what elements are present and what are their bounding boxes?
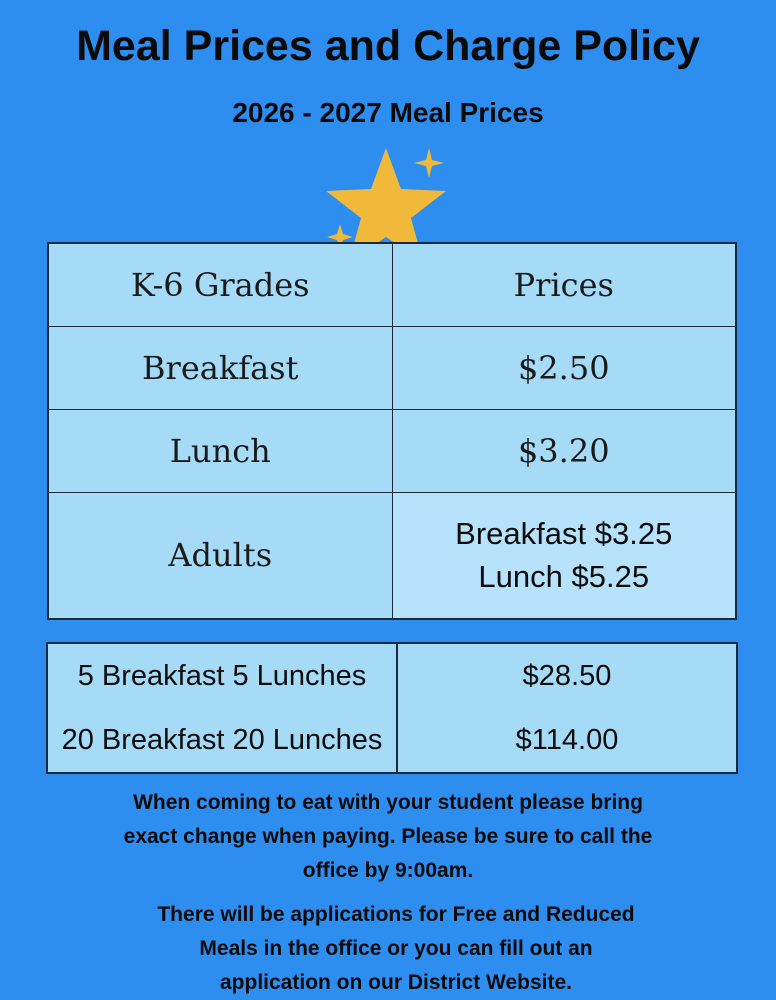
table-row <box>48 409 736 492</box>
sparkle-top-shape <box>414 148 444 178</box>
bundle-row <box>47 643 737 708</box>
visit-note <box>0 786 776 888</box>
table-row <box>48 326 736 409</box>
header-prices: Prices <box>392 243 736 326</box>
adults-prices <box>392 492 736 619</box>
note-line: application on our District Website. <box>220 971 572 994</box>
row-price: $3.20 <box>392 409 736 492</box>
price-table <box>47 242 737 620</box>
table-row-adults <box>48 492 736 619</box>
note-line: There will be applications for Free and Reduced <box>157 903 635 926</box>
note-line: office by 9:00am. <box>302 859 474 882</box>
row-item: Lunch <box>48 409 392 492</box>
row-item: Breakfast <box>48 326 392 409</box>
bundle-table <box>46 642 738 774</box>
table-header-row <box>48 243 736 326</box>
bundle-row <box>47 708 737 773</box>
bundle-price: $28.50 <box>522 659 612 692</box>
page-subtitle: 2026 - 2027 Meal Prices <box>232 97 544 128</box>
header-grades: K-6 Grades <box>48 243 392 326</box>
applications-note <box>8 898 776 1000</box>
adults-breakfast-price: Breakfast $3.25 <box>455 516 673 552</box>
adults-lunch-price: Lunch $5.25 <box>478 559 650 595</box>
note-line: exact change when paying. Please be sure to call the <box>123 825 653 848</box>
adults-label: Adults <box>48 492 392 619</box>
bundle-item: 20 Breakfast 20 Lunches <box>47 708 397 773</box>
page-title: Meal Prices and Charge Policy <box>76 22 700 70</box>
note-line: When coming to eat with your student please bring <box>133 791 643 814</box>
bundle-item: 5 Breakfast 5 Lunches <box>47 643 397 708</box>
note-line: Meals in the office or you can fill out an <box>199 937 593 960</box>
row-price: $2.50 <box>392 326 736 409</box>
bundle-price: $114.00 <box>515 723 619 756</box>
